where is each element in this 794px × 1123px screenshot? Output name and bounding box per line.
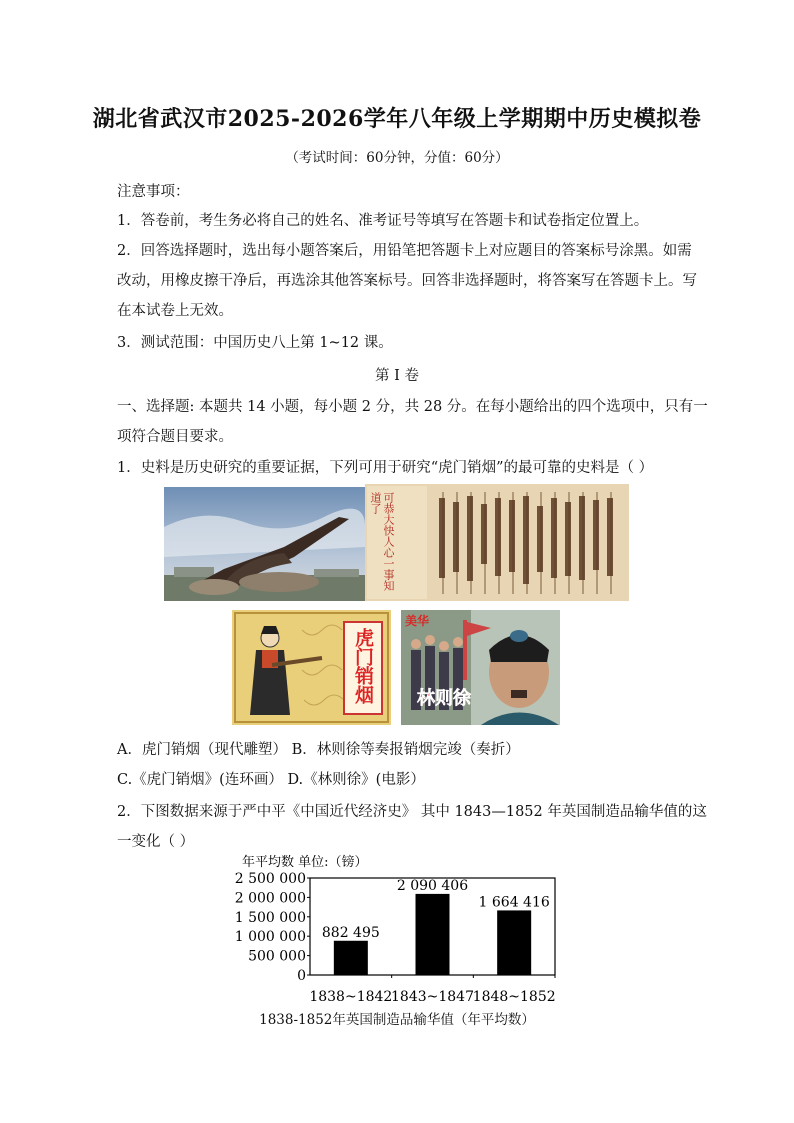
export-value-chart	[230, 850, 570, 1030]
x-tick-label: 1838~1842	[309, 989, 393, 1005]
x-tick-label: 1848~1852	[472, 989, 556, 1005]
y-tick-label: 2 000 000	[234, 890, 306, 907]
y-tick-label: 500 000	[248, 948, 306, 965]
exam-info: （考试时间：60分钟，分值：60分）	[285, 150, 509, 166]
page-title: 湖北省武汉市2025-2026学年八年级上学期期中历史模拟卷	[92, 106, 702, 132]
question-1-options-line-2: C.《虎门销烟》(连环画） D.《林则徐》(电影）	[117, 772, 425, 788]
chart-y-axis-label: 年平均数 单位:（镑）	[242, 855, 368, 870]
sculpture-photo	[164, 487, 365, 601]
y-tick-label: 1 500 000	[234, 909, 306, 926]
x-tick-label: 1843~1847	[391, 989, 474, 1005]
bar-chart-canvas	[230, 850, 570, 1030]
section-instructions-line-1: 一、选择题: 本题共 14 小题，每小题 2 分，共 28 分。在每小题给出的四个选项中，只有一	[117, 399, 708, 415]
question-1-stem: 1．史料是历史研究的重要证据，下列可用于研究“虎门销烟”的最可靠的史料是（ ）	[117, 460, 654, 476]
y-tick-label: 0	[297, 968, 306, 984]
bar	[334, 941, 368, 975]
bar	[416, 894, 450, 975]
film-title-text: 林则徐	[417, 688, 471, 709]
notes-heading: 注意事项：	[117, 184, 190, 200]
y-tick-label: 1 000 000	[234, 929, 306, 946]
bar-value-label: 882 495	[321, 924, 380, 941]
section-instructions-line-2: 项符合题目要求。	[117, 429, 233, 445]
film-poster	[401, 610, 560, 725]
note-item-2-line-2: 改动，用橡皮擦干净后，再选涂其他答案标号。回答非选择题时，将答案写在答题卡上。写	[117, 273, 697, 289]
question-2-stem-line-1: 2．下图数据来源于严中平《中国近代经济史》 其中 1843—1852 年英国制造品输华值的这	[117, 804, 707, 820]
bar-value-label: 2 090 406	[396, 877, 469, 894]
bar-value-label: 1 664 416	[478, 894, 550, 911]
note-item-1: 1．答卷前，考生务必将自己的姓名、准考证号等填写在答题卡和试卷指定位置上。	[117, 213, 649, 229]
memorial-vermilion-text: 可恭大快人心一事知道了	[369, 492, 395, 591]
question-1-options-line-1: A．虎门销烟（现代雕塑） B．林则徐等奏报销烟完竣（奏折）	[117, 742, 520, 758]
comic-illustration	[232, 610, 391, 725]
chart-caption: 1838-1852年英国制造品输华值（年平均数）	[259, 1012, 535, 1028]
question-2-stem-line-2: 一变化（ ）	[117, 834, 195, 850]
y-tick-label: 2 500 000	[234, 871, 306, 887]
comic-title-text: 虎门销烟	[352, 628, 374, 704]
note-item-3: 3．测试范围：中国历史八上第 1~12 课。	[117, 335, 393, 351]
bar	[497, 910, 531, 975]
note-item-2-line-1: 2．回答选择题时，选出每小题答案后，用铅笔把答题卡上对应题目的答案标号涂黑。如需	[117, 243, 692, 259]
film-studio-label: 美华	[405, 614, 430, 628]
note-item-2-line-3: 在本试卷上无效。	[117, 303, 233, 319]
volume-heading: 第 I 卷	[375, 368, 419, 384]
memorial-document-photo	[365, 484, 629, 601]
